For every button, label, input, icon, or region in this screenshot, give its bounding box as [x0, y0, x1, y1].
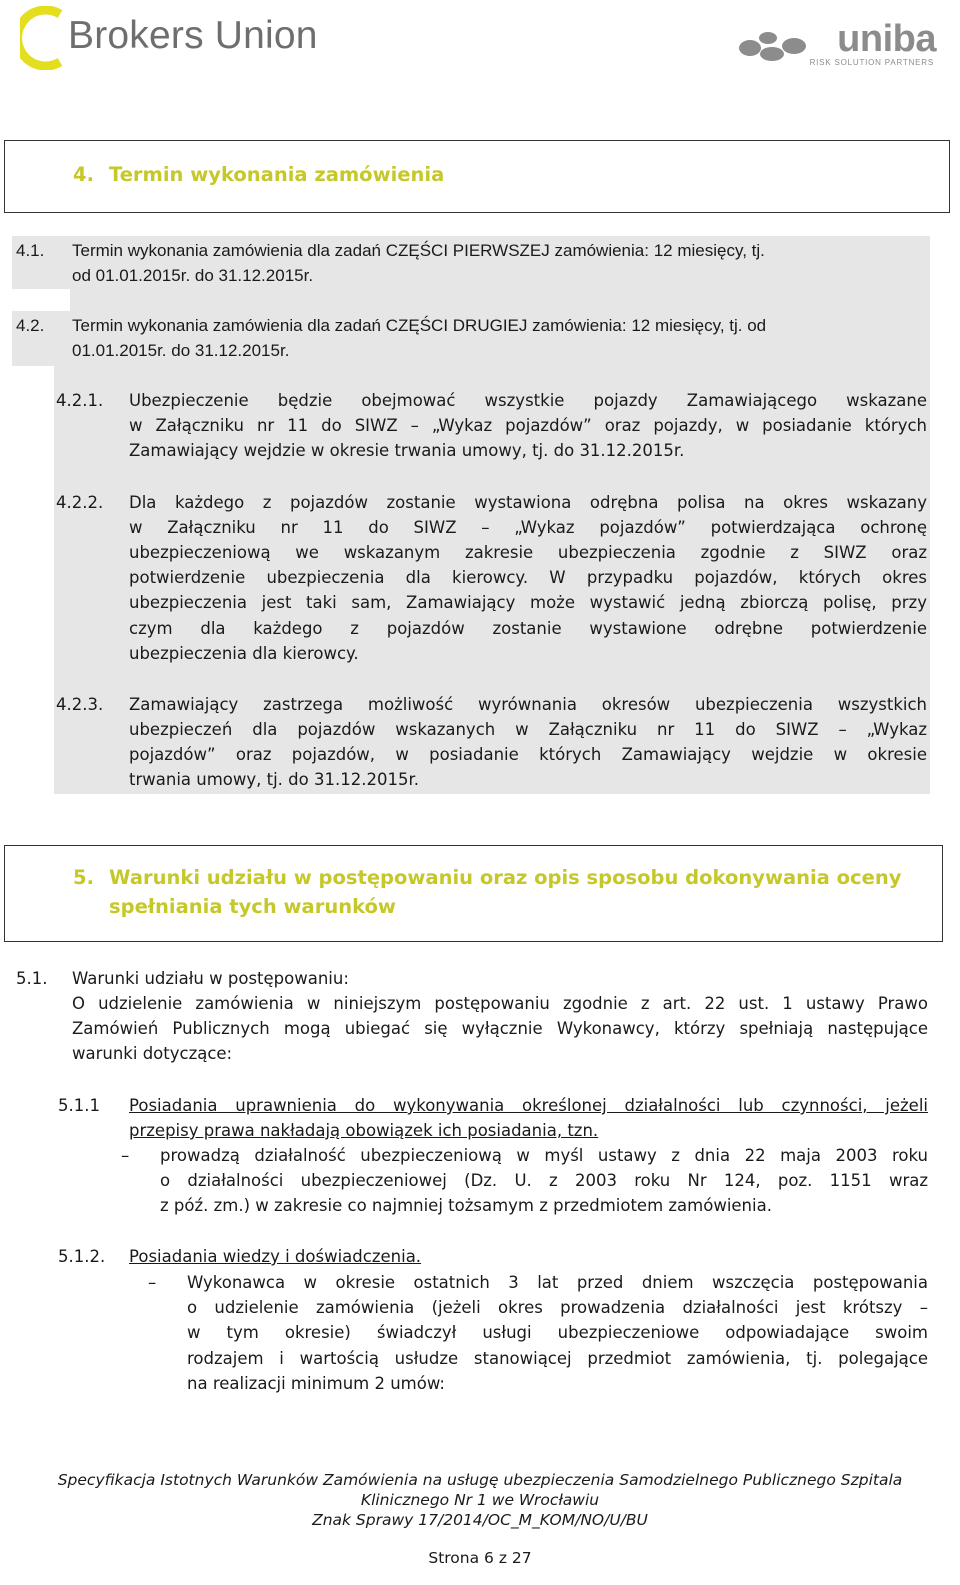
- paragraph-line: warunki dotyczące:: [72, 1044, 233, 1063]
- brokers-union-logo: [20, 6, 318, 68]
- paragraph-line: O udzielenie zamówienia w niniejszym postępowaniu zgodnie z art. 22 ust. 1 ustawy Prawo: [72, 994, 928, 1013]
- uniba-mark-icon: [736, 28, 814, 64]
- paragraph-line: w Załączniku nr 11 do SIWZ – „Wykaz pojazdów” potwierdzająca ochronę: [129, 518, 927, 537]
- footer-line-3: Znak Sprawy 17/2014/OC_M_KOM/NO/U/BU: [312, 1511, 648, 1529]
- paragraph-line: Posiadania wiedzy i doświadczenia.: [129, 1247, 422, 1266]
- brokers-union-wordmark: Brokers Union: [68, 14, 318, 57]
- paragraph-line: od 01.01.2015r. do 31.12.2015r.: [72, 266, 314, 285]
- footer-line-1: Specyfikacja Istotnych Warunków Zamówienia na usługę ubezpieczenia Samodzielnego Publicznego Szpitala: [57, 1471, 903, 1489]
- bullet-line: rodzajem i wartością usłudze stanowiącej przedmiot zamówienia, tj. polegające: [187, 1349, 928, 1368]
- paragraph-line: pojazdów” oraz pojazdów, w posiadanie których Zamawiający wejdzie w okresie: [129, 745, 927, 764]
- paragraph-number-5-1: 5.1.: [16, 969, 48, 988]
- section-4-heading-box: [4, 140, 950, 213]
- bullet-line: w tym okresie) świadczył usługi ubezpieczeniowe odpowiadające swoim: [187, 1323, 928, 1342]
- paragraph-line: ubezpieczeń dla pojazdów wskazanych w Załączniku nr 11 do SIWZ – „Wykaz: [129, 720, 927, 739]
- section-5-heading-box: [4, 845, 943, 942]
- bullet-dash: –: [121, 1146, 130, 1165]
- bullet-line: prowadzą działalność ubezpieczeniową w myśl ustawy z dnia 22 maja 2003 roku: [160, 1146, 928, 1165]
- bullet-line: Wykonawca w okresie ostatnich 3 lat przed dniem wszczęcia postępowania: [187, 1273, 928, 1292]
- paragraph-number-4-2-1: 4.2.1.: [56, 391, 104, 410]
- paragraph-line: w Załączniku nr 11 do SIWZ – „Wykaz pojazdów” oraz pojazdy, w posiadanie których: [129, 416, 927, 435]
- paragraph-number: 4.2.: [16, 316, 45, 335]
- bullet-line: na realizacji minimum 2 umów:: [187, 1374, 445, 1393]
- paragraph-line: Termin wykonania zamówienia dla zadań CZĘŚCI DRUGIEJ zamówienia: 12 miesięcy, tj. od: [72, 316, 767, 335]
- uniba-tagline: RISK SOLUTION PARTNERS: [809, 58, 934, 67]
- paragraph-line: Zamawiający wejdzie w okresie trwania umowy, tj. do 31.12.2015r.: [129, 441, 685, 460]
- paragraph-4-1: [12, 236, 930, 289]
- section-4-number: 4.: [73, 163, 94, 186]
- section-5-number: 5.: [73, 866, 94, 889]
- footer-line-2: Klinicznego Nr 1 we Wrocławiu: [360, 1491, 600, 1509]
- paragraph-line: trwania umowy, tj. do 31.12.2015r.: [129, 770, 419, 789]
- uniba-logo: [736, 18, 936, 67]
- paragraph-number-4-2-3: 4.2.3.: [56, 695, 104, 714]
- grey-band: [70, 289, 930, 313]
- brokers-union-mark-icon: [20, 6, 68, 70]
- paragraph-line: Posiadania uprawnienia do wykonywania określonej działalności lub czynności, jeżeli: [129, 1096, 928, 1115]
- paragraph-4-2: [12, 311, 930, 366]
- bullet-line: o działalności ubezpieczeniowej (Dz. U. z 2003 roku Nr 124, poz. 1151 wraz: [160, 1171, 928, 1190]
- paragraph-number-5-1-2: 5.1.2.: [58, 1247, 106, 1266]
- paragraphs-4-2-x: [54, 366, 930, 794]
- section-5-title-line-2: spełniania tych warunków: [109, 895, 396, 918]
- paragraph-number-4-2-2: 4.2.2.: [56, 493, 104, 512]
- page-number: Strona 6 z 27: [428, 1549, 532, 1567]
- paragraph-line: Zamówień Publicznych mogą ubiegać się wyłącznie Wykonawcy, którzy spełniają następujące: [72, 1019, 928, 1038]
- paragraph-line: Warunki udziału w postępowaniu:: [72, 969, 349, 988]
- paragraph-number-5-1-1: 5.1.1: [58, 1096, 100, 1115]
- paragraph-line: 01.01.2015r. do 31.12.2015r.: [72, 341, 290, 360]
- paragraph-line: Zamawiający zastrzega możliwość wyrównania okresów ubezpieczenia wszystkich: [129, 695, 927, 714]
- section-5-title-line-1: Warunki udziału w postępowaniu oraz opis sposobu dokonywania oceny: [109, 866, 902, 889]
- paragraph-number: 4.1.: [16, 241, 45, 260]
- paragraph-line: Ubezpieczenie będzie obejmować wszystkie pojazdy Zamawiającego wskazane: [129, 391, 927, 410]
- paragraph-line: przepisy prawa nakładają obowiązek ich posiadania, tzn.: [129, 1121, 599, 1140]
- bullet-dash: –: [148, 1273, 157, 1292]
- paragraph-line: czym dla każdego z pojazdów zostanie wystawione odrębne potwierdzenie: [129, 619, 927, 638]
- paragraph-line: ubezpieczeniową we wskazanym zakresie ubezpieczenia zgodnie z SIWZ oraz: [129, 543, 927, 562]
- paragraph-line: ubezpieczenia jest taki sam, Zamawiający może wystawić jedną zbiorczą polisę, przy: [129, 593, 927, 612]
- section-4-title: Termin wykonania zamówienia: [109, 163, 445, 186]
- uniba-wordmark: uniba: [837, 18, 936, 60]
- paragraph-line: Termin wykonania zamówienia dla zadań CZĘŚCI PIERWSZEJ zamówienia: 12 miesięcy, tj.: [72, 241, 765, 260]
- paragraph-line: potwierdzenie ubezpieczenia dla kierowcy. W przypadku pojazdów, których okres: [129, 568, 927, 587]
- bullet-line: o udzielenie zamówienia (jeżeli okres prowadzenia działalności jest krótszy –: [187, 1298, 928, 1317]
- paragraph-line: ubezpieczenia dla kierowcy.: [129, 644, 359, 663]
- paragraph-line: Dla każdego z pojazdów zostanie wystawiona odrębna polisa na okres wskazany: [129, 493, 927, 512]
- bullet-line: z póź. zm.) w zakresie co najmniej tożsamym z przedmiotem zamówienia.: [160, 1196, 772, 1215]
